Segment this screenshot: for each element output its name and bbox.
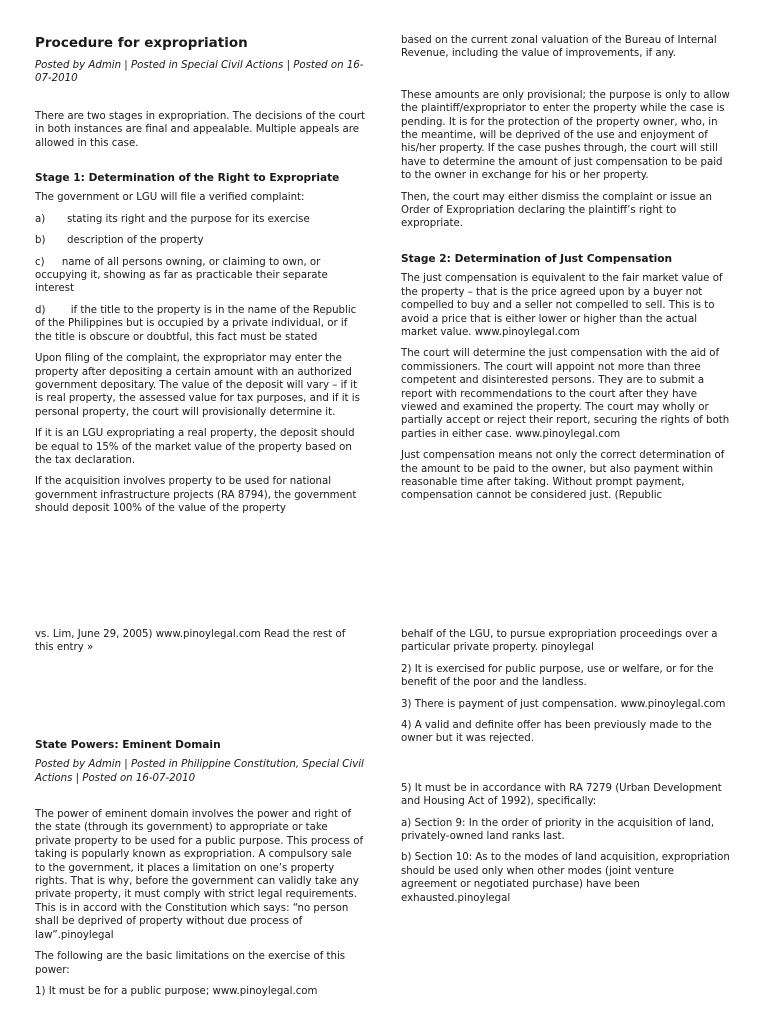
page1-right-column bbox=[401, 34, 731, 511]
item-label: a) bbox=[35, 213, 46, 225]
section-item: a) Section 9: In the order of priority in the acquisition of land, privately-owned land ranks last. bbox=[401, 817, 715, 843]
fmv-paragraph: The just compensation is equivalent to the fair market value of the property – that is the price agreed upon by a buyer not compelled to buy and a seller not compelled to sell. This is to avoid a price that is either lower or higher than the actual market value. www.pinoylegal.com bbox=[401, 273, 723, 338]
limitation-item: 5) It must be in accordance with RA 7279 (Urban Development and Housing Act of 1992), specifically: bbox=[401, 782, 722, 808]
continuation-text: vs. Lim, June 29, 2005) www.pinoylegal.com Read the rest of this entry » bbox=[35, 629, 346, 654]
eminent-domain-paragraph: The power of eminent domain involves the power and right of the state (through its government) to appropriate or take private property to be used for a public purpose. This process of taking is popularly known as expropriation. A compulsory sale to the government, it places a limitation on one’s property rights. That is why, before the government can validly take any private property, it must comply with strict legal requirements. This is in accord with the Constitution which says: “no person shall be deprived of property without due process of law”.pinoylegal bbox=[35, 809, 364, 941]
stage2-heading: Stage 2: Determination of Just Compensation bbox=[401, 252, 673, 265]
article-title: Procedure for expropriation bbox=[35, 35, 248, 51]
item-label: b) bbox=[35, 235, 46, 247]
item-label: c) bbox=[35, 256, 45, 268]
list-item bbox=[35, 213, 365, 226]
dismiss-paragraph: Then, the court may either dismiss the complaint or issue an Order of Expropriation declaring the plaintiff’s right to expropriate. bbox=[401, 191, 712, 230]
list-item bbox=[35, 256, 365, 296]
item-text: description of the property bbox=[67, 235, 204, 247]
item-text: name of all persons owning, or claiming to own, or occupying it, showing as far as practicable their separate interest bbox=[35, 256, 328, 295]
list-item bbox=[35, 304, 365, 344]
section-item: b) Section 10: As to the modes of land acquisition, expropriation should be used only when other modes (joint venture agreement or negotiated purchase) have been exhausted.pinoylegal bbox=[401, 852, 730, 904]
list-item bbox=[35, 234, 365, 247]
commissioners-paragraph: The court will determine the just compensation with the aid of commissioners. The court will appoint not more than three competent and disinterested persons. They are to submit a report with recommendations to the court after they have viewed and examined the property. The court may wholly or partially accept or reject their report, securing the rights of both parties in either case. www.pinoylegal.com bbox=[401, 348, 730, 440]
limitation-item: 2) It is exercised for public purpose, use or welfare, or for the benefit of the poor and the landless. bbox=[401, 663, 714, 689]
page2-left-column bbox=[35, 628, 365, 1006]
item-text: if the title to the property is in the name of the Republic of the Philippines but is occupied by a private individual, or if the title is obscure or doubtful, this fact must be stated bbox=[35, 304, 357, 343]
article-title: State Powers: Eminent Domain bbox=[35, 738, 221, 751]
stage1-heading: Stage 1: Determination of the Right to Expropriate bbox=[35, 172, 340, 185]
item-label: d) bbox=[35, 304, 46, 316]
continuation-paragraph bbox=[35, 628, 365, 655]
provisional-paragraph: These amounts are only provisional; the purpose is only to allow the plaintiff/expropriator to enter the property while the case is pending. It is for the protection of the property owner, who, in the meantime, will be deprived of the use and enjoyment of his/her property. If the case pushes through, the court will still have to determine the amount of just compensation to be paid to the owner in exchange for his or her property. bbox=[401, 89, 730, 182]
filing-paragraph: Upon filing of the complaint, the expropriator may enter the property after depositing a certain amount with an authorized government depositary. The value of the deposit will vary – if it is real property, the assessed value for tax purposes, and if it is personal property, the court will provisionally determine it. bbox=[35, 353, 360, 418]
limitation-item: 3) There is payment of just compensation. www.pinoylegal.com bbox=[401, 698, 726, 710]
limitations-paragraph: The following are the basic limitations on the exercise of this power: bbox=[35, 951, 346, 976]
just-compensation-paragraph: Just compensation means not only the correct determination of the amount to be paid to the owner, but also payment within reasonable time after taking. Without prompt payment, compensation cannot be considered just. (Republic bbox=[401, 450, 725, 502]
post-meta: Posted by Admin | Posted in Philippine Constitution, Special Civil Actions | Posted on 16-07-2010 bbox=[35, 759, 364, 784]
national-paragraph: If the acquisition involves property to be used for national government infrastructure projects (RA 8794), the government should deposit 100% of the value of the property bbox=[35, 476, 357, 515]
page1-left-column bbox=[35, 34, 365, 524]
item-text: stating its right and the purpose for its exercise bbox=[67, 213, 310, 225]
continuation-paragraph: behalf of the LGU, to pursue expropriation proceedings over a particular private property. pinoylegal bbox=[401, 629, 718, 654]
intro-paragraph: There are two stages in expropriation. The decisions of the court in both instances are final and appealable. Multiple appeals are allowed in this case. bbox=[35, 110, 365, 149]
page2-right-column bbox=[401, 628, 731, 913]
continuation-paragraph: based on the current zonal valuation of the Bureau of Internal Revenue, including the value of improvements, if any. bbox=[401, 35, 717, 60]
limitation-item: 4) A valid and definite offer has been previously made to the owner but it was rejected. bbox=[401, 720, 712, 745]
post-meta: Posted by Admin | Posted in Special Civil Actions | Posted on 16-07-2010 bbox=[35, 60, 364, 85]
stage1-lead: The government or LGU will file a verified complaint: bbox=[35, 192, 305, 204]
lgu-paragraph: If it is an LGU expropriating a real property, the deposit should be equal to 15% of the market value of the property based on the tax declaration. bbox=[35, 428, 355, 466]
limitation-item: 1) It must be for a public purpose; www.pinoylegal.com bbox=[35, 985, 318, 997]
